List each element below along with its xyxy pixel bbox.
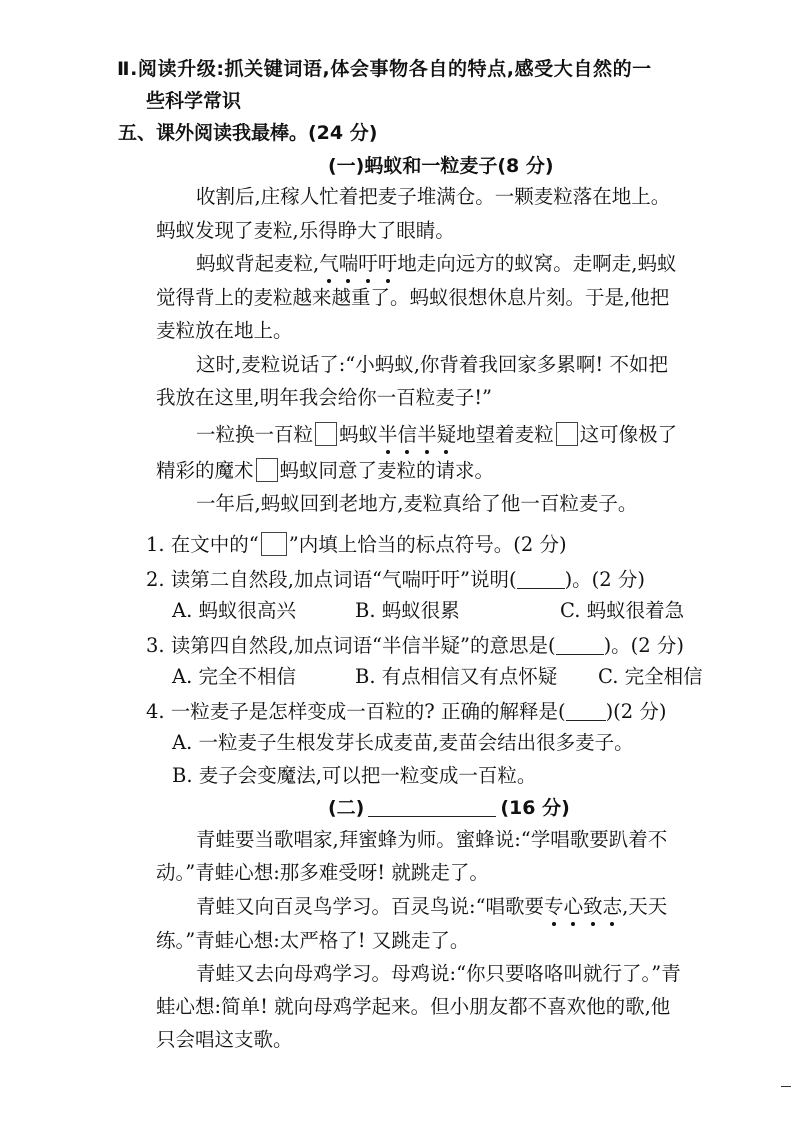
passage2-p3-line1: 青蛙又去向母鸡学习。母鸡说:“你只要咯咯叫就行了。”青 — [196, 962, 681, 985]
passage1-p5: 一年后,蚂蚁回到老地方,麦粒真给了他一百粒麦子。 — [196, 492, 638, 515]
passage2-title — [328, 799, 570, 818]
question-3 — [146, 636, 684, 656]
passage2-p2-line2: 练。”青蛙心想:太严格了! 又跳走了。 — [156, 929, 470, 952]
text-segment: 3. 读第四自然段,加点词语“半信半疑”的意思是( — [146, 634, 556, 657]
text-segment: 精彩的魔术 — [156, 459, 254, 482]
title-blank[interactable] — [368, 816, 496, 817]
question-2-option-a[interactable]: A. 蚂蚁很高兴 — [172, 599, 296, 622]
question-3-option-c[interactable]: C. 完全相信 — [598, 665, 703, 688]
page-corner-mark — [781, 1086, 791, 1087]
emphasis-char: 吁 — [377, 252, 398, 275]
text-segment: 一粒换一百粒 — [196, 423, 314, 446]
punctuation-box[interactable] — [256, 458, 278, 482]
passage2-p1-line1: 青蛙要当歌唱家,拜蜜蜂为师。蜜蜂说:“学唱歌要趴着不 — [196, 828, 668, 851]
text-segment: ”内填上恰当的标点符号。(2 分) — [288, 533, 567, 556]
answer-blank[interactable] — [517, 588, 565, 589]
text-segment: 蚂蚁同意了麦粒的请求。 — [279, 459, 495, 482]
passage2-p2-line1 — [196, 897, 667, 917]
text-segment: (二) — [328, 797, 365, 819]
punctuation-box-sample — [261, 532, 287, 556]
text-segment: )。(2 分) — [603, 634, 684, 657]
emphasis-char: 疑 — [436, 423, 457, 446]
question-4-option-a[interactable]: A. 一粒麦子生根发芽长成麦苗,麦苗会结出很多麦子。 — [172, 731, 634, 754]
text-segment: 1. 在文中的“ — [146, 533, 259, 556]
question-3-option-b[interactable]: B. 有点相信又有点怀疑 — [355, 665, 558, 688]
text-segment: 地走向远方的蚁窝。走啊走,蚂蚁 — [397, 252, 677, 275]
text-segment: 青蛙又向百灵鸟学习。百灵鸟说:“唱歌要 — [196, 895, 545, 918]
question-1 — [146, 532, 567, 556]
passage1-p2-line3: 麦粒放在地上。 — [156, 319, 293, 342]
emphasis-char: 吁 — [358, 252, 378, 275]
question-2-option-c[interactable]: C. 蚂蚁很着急 — [560, 599, 685, 622]
section-heading-line1: Ⅱ.阅读升级:抓关键词语,体会事物各自的特点,感受大自然的一 — [117, 58, 652, 80]
passage1-p4-line1 — [196, 422, 677, 446]
passage1-p2-line1 — [196, 254, 676, 274]
text-segment: (16 分) — [500, 797, 570, 819]
passage2-p3-line3: 只会唱这支歌。 — [156, 1028, 293, 1051]
part-title: 五、课外阅读我最棒。(24 分) — [118, 122, 378, 144]
text-segment: )。(2 分) — [564, 568, 645, 591]
section-heading-line2: 些科学常识 — [146, 90, 242, 112]
punctuation-box[interactable] — [315, 422, 337, 446]
question-2-option-b[interactable]: B. 蚂蚁很累 — [355, 599, 460, 622]
emphasis-char: 专 — [544, 895, 564, 918]
passage2-p3-line2: 蛙心想:简单! 就向母鸡学起来。但小朋友都不喜欢他的歌,他 — [156, 995, 671, 1018]
emphasis-char: 心 — [563, 895, 584, 918]
question-2 — [146, 570, 645, 590]
emphasis-char: 致 — [583, 895, 603, 918]
passage1-p4-line2 — [156, 458, 494, 482]
text-segment: 蚂蚁 — [339, 423, 379, 446]
answer-blank[interactable] — [556, 654, 604, 655]
text-segment: 地望着麦粒 — [456, 423, 554, 446]
answer-blank[interactable] — [566, 720, 606, 721]
passage1-p2-line2: 觉得背上的麦粒越来越重了。蚂蚁很想休息片刻。于是,他把 — [156, 286, 670, 309]
emphasis-char: 信 — [397, 423, 418, 446]
text-segment: 4. 一粒麦子是怎样变成一百粒的? 正确的解释是( — [146, 700, 566, 723]
emphasis-char: 半 — [417, 423, 437, 446]
punctuation-box[interactable] — [556, 422, 578, 446]
question-3-option-a[interactable]: A. 完全不相信 — [172, 665, 296, 688]
text-segment: ,天天 — [622, 895, 668, 918]
question-4-option-b[interactable]: B. 麦子会变魔法,可以把一粒变成一百粒。 — [172, 764, 537, 787]
text-segment: )(2 分) — [605, 700, 667, 723]
passage1-p1-line2: 蚂蚁发现了麦粒,乐得睁大了眼睛。 — [156, 219, 455, 242]
passage1-p3-line1: 这时,麦粒说话了:“小蚂蚁,你背着我回家多累啊! 不如把 — [196, 353, 668, 376]
emphasis-char: 半 — [378, 423, 398, 446]
passage1-title: (一)蚂蚁和一粒麦子(8 分) — [328, 155, 554, 177]
passage2-p1-line2: 动。”青蛙心想:那多难受呀! 就跳走了。 — [156, 861, 489, 884]
emphasis-char: 气 — [319, 252, 339, 275]
text-segment: 这可像极了 — [579, 423, 678, 446]
emphasis-char: 志 — [602, 895, 623, 918]
question-4 — [146, 702, 667, 722]
passage1-p3-line2: 我放在这里,明年我会给你一百粒麦子!” — [156, 386, 493, 409]
text-segment: 蚂蚁背起麦粒, — [196, 252, 320, 275]
emphasis-char: 喘 — [338, 252, 359, 275]
passage1-p1-line1: 收割后,庄稼人忙着把麦子堆满仓。一颗麦粒落在地上。 — [196, 185, 671, 208]
text-segment: 2. 读第二自然段,加点词语“气喘吁吁”说明( — [146, 568, 517, 591]
